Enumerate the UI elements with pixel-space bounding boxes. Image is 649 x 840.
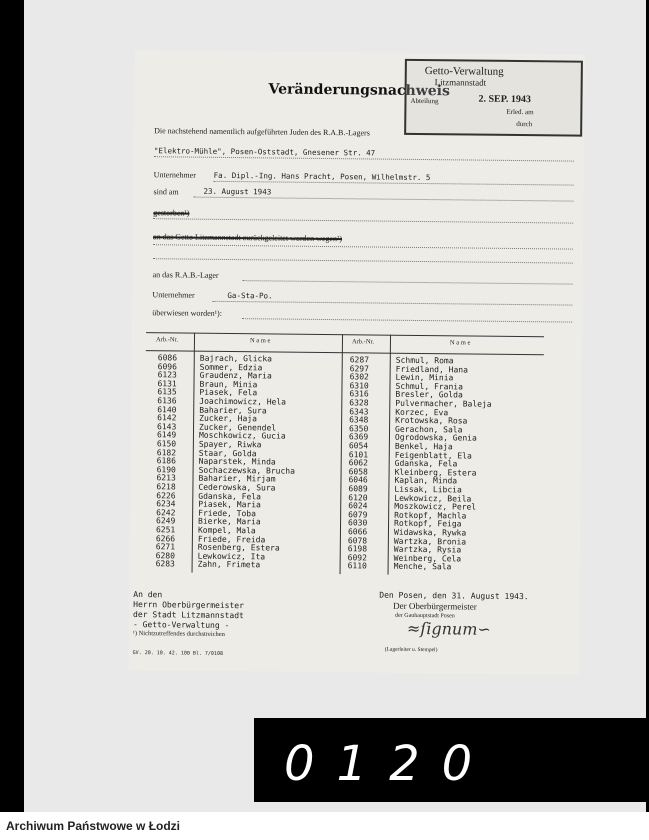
table-row-name: Lissak, Libcia xyxy=(394,484,462,495)
table-row-number: 6283 xyxy=(155,559,175,569)
addr-line4: - Getto-Verwaltung - xyxy=(132,620,230,631)
table-row-name: Benkel, Haja xyxy=(394,441,453,452)
table-row-number: 6136 xyxy=(157,396,177,406)
table-row-name: Lewkowicz, Beila xyxy=(394,493,472,504)
camp-address: "Elektro-Mühle", Posen-Oststadt, Gnesener Str. 47 xyxy=(153,146,376,158)
table-row-number: 6190 xyxy=(156,465,176,475)
table-row-number: 6198 xyxy=(347,544,368,554)
table-row-name: Pulvermacher, Baleja xyxy=(395,398,492,409)
stamp-line2: Litzmannstadt xyxy=(434,77,487,88)
table-row-name: Joachimowicz, Hela xyxy=(199,396,287,407)
table-row-name: Staar, Golda xyxy=(198,448,257,458)
document-title: Veränderungsnachweis xyxy=(268,81,450,100)
table-row-name: Ogrodowska, Genia xyxy=(394,433,477,443)
table-row-number: 6140 xyxy=(157,404,177,415)
receipt-stamp xyxy=(404,59,583,137)
addr-line2: Herrn Oberbürgermeister xyxy=(133,600,245,611)
table-row-number: 6242 xyxy=(156,508,176,518)
stamp-field1: Erled. am xyxy=(506,107,534,117)
signature: ≈ſignum∽ xyxy=(406,618,491,639)
table-row-number: 6316 xyxy=(349,389,369,399)
sign-note: (Lagerleiter u. Stempel) xyxy=(384,646,438,654)
table-row-number: 6078 xyxy=(347,535,368,546)
intro-text: Die nachstehend namentlich aufgeführten Juden des R.A.B.-Lagers xyxy=(154,126,370,138)
table-row-number: 6143 xyxy=(157,422,177,432)
table-row-name: Braun, Minia xyxy=(199,379,258,390)
table-row-number: 6086 xyxy=(157,353,178,363)
table-row-name: Weinberg, Cela xyxy=(393,553,462,564)
table-row-name: Korzec, Eva xyxy=(395,407,449,417)
table-row-number: 6218 xyxy=(156,482,176,492)
col-name-left: N a m e xyxy=(249,337,271,345)
table-row-name: Zahn, Frimeta xyxy=(197,560,261,570)
table-row-name: Menche, Sala xyxy=(393,562,452,572)
table-row-number: 6280 xyxy=(155,551,176,561)
table-row-name: Kaplan, Minda xyxy=(394,476,458,486)
table-row-name: Bajrach, Glicka xyxy=(199,353,273,364)
table-row-name: Friede, Freida xyxy=(197,534,266,544)
table-row-number: 6150 xyxy=(156,439,177,449)
table-row-name: Rosenberg, Estera xyxy=(197,542,280,553)
table-row-number: 6149 xyxy=(156,430,177,440)
table-row-name: Kompel, Mala xyxy=(197,525,256,536)
table-row-number: 6297 xyxy=(349,363,369,374)
archive-footer xyxy=(0,812,649,840)
print-code: GV. 20. 10. 42. 100 Bl. 7/0108 xyxy=(132,650,224,657)
table-row-number: 6369 xyxy=(348,432,369,442)
table-row-number: 6182 xyxy=(156,447,177,458)
table-row-name: Sochaczewska, Brucha xyxy=(198,465,295,476)
table-row-number: 6249 xyxy=(156,516,176,526)
date-label: sind am xyxy=(153,187,179,197)
col-arb-right: Arb.-Nr. xyxy=(351,338,375,346)
struck-returned: an das Getto Litzmannstadt zurückgeleitet worden wegen¹) xyxy=(152,232,343,244)
table-row-number: 6287 xyxy=(349,355,370,365)
table-row-number: 6054 xyxy=(348,441,369,451)
table-row-number: 6226 xyxy=(156,490,176,501)
table-row-number: 6271 xyxy=(155,542,176,552)
official-title: Der Oberbürgermeister xyxy=(393,600,477,612)
table-row-name: Moschkowicz, Gucia xyxy=(198,431,286,441)
table-row-number: 6135 xyxy=(157,387,177,397)
table-row-name: Gdanska, Fela xyxy=(198,491,262,501)
table-row-number: 6120 xyxy=(348,492,368,503)
struck-died: gestorben¹) xyxy=(153,208,190,218)
table-row-number: 6058 xyxy=(348,467,368,477)
table-row-number: 6348 xyxy=(349,415,369,425)
table-row-number: 6030 xyxy=(348,518,368,528)
table-row-name: Krotowska, Rosa xyxy=(395,415,468,426)
frame-counter-bar xyxy=(254,718,646,802)
table-row-name: Naparstek, Minda xyxy=(198,456,276,467)
table-row-name: Friede, Toba xyxy=(198,508,256,519)
table-row-number: 6310 xyxy=(349,381,369,391)
table-row-number: 6131 xyxy=(157,379,177,389)
stamp-date: 2. SEP. 1943 xyxy=(478,93,531,106)
table-row-name: Kleinberg, Estera xyxy=(394,467,477,478)
frame-number: 0120 xyxy=(284,736,495,792)
table-row-name: Gdanska, Fela xyxy=(394,458,458,469)
table-row-name: Lewin, Minia xyxy=(395,372,454,383)
table-row-number: 6079 xyxy=(348,510,368,520)
stamp-field3: durch xyxy=(516,119,533,129)
table-row-number: 6186 xyxy=(156,456,177,466)
table-row-name: Bierke, Maria xyxy=(198,517,261,527)
table-row-number: 6343 xyxy=(349,406,369,417)
table-row-number: 6092 xyxy=(347,553,368,563)
table-row-number: 6123 xyxy=(157,370,177,380)
date-value: 23. August 1943 xyxy=(203,186,272,197)
table-row-number: 6251 xyxy=(155,525,176,535)
table-row-number: 6089 xyxy=(348,484,368,494)
table-row-name: Bresler, Golda xyxy=(395,390,463,400)
table-row-number: 6234 xyxy=(156,499,176,509)
table-row-number: 6062 xyxy=(348,458,368,468)
table-row-name: Rotkopf, Feiga xyxy=(394,519,462,529)
table-row-name: Wartzka, Bronia xyxy=(393,536,467,547)
table-row-number: 6110 xyxy=(347,561,367,571)
footnote: ¹) Nichtzutreffendes durchstreichen xyxy=(132,630,225,638)
table-row-name: Piasek, Fela xyxy=(199,388,258,398)
table-row-name: Rotkopf, Machla xyxy=(394,510,467,521)
table-row-name: Baharier, Mirjam xyxy=(198,474,276,484)
col-arb-left: Arb.-Nr. xyxy=(155,336,179,344)
table-row-name: Friedland, Hana xyxy=(395,364,468,375)
table-row-name: Zucker, Haja xyxy=(199,413,257,424)
table-row-name: Feigenblatt, Ela xyxy=(394,450,472,461)
table-row-number: 6096 xyxy=(157,361,178,372)
col-name-right: N a m e xyxy=(449,339,471,347)
table-row-number: 6213 xyxy=(156,473,176,483)
table-row-number: 6266 xyxy=(155,533,176,544)
table-row-number: 6142 xyxy=(157,413,177,423)
table-row-name: Wartzka, Rysia xyxy=(393,544,462,555)
table-row-name: Moszkowicz, Perel xyxy=(394,501,477,512)
document-page xyxy=(129,50,585,675)
table-row-name: Graudenz, Maria xyxy=(199,370,272,381)
employer2-label: Unternehmer xyxy=(152,290,195,300)
table-row-name: Schmul, Frania xyxy=(395,381,463,392)
place-date: Den Posen, den 31. August 1943. xyxy=(379,590,529,602)
table-row-number: 6350 xyxy=(349,424,369,434)
stamp-field2: Abteilung xyxy=(410,96,439,106)
addr-line1: An den xyxy=(133,590,163,600)
table-row-name: Gerachon, Sala xyxy=(394,424,463,435)
table-row-number: 6066 xyxy=(347,527,368,537)
table-row-number: 6302 xyxy=(349,372,369,382)
table-row-name: Piasek, Maria xyxy=(198,499,261,510)
table-row-name: Sommer, Edzia xyxy=(199,362,263,372)
employer-label: Unternehmer xyxy=(153,170,196,180)
table-row-number: 6024 xyxy=(348,501,368,511)
table-row-name: Schmul, Roma xyxy=(395,355,454,366)
table-row-name: Widawska, Rywka xyxy=(393,527,467,538)
archive-name: Archiwum Państwowe w Łodzi xyxy=(6,819,181,833)
employer2-value: Ga-Sta-Po. xyxy=(227,290,273,301)
stamp-line1: Getto-Verwaltung xyxy=(424,65,504,78)
addr-line3: der Stadt Litzmannstadt xyxy=(133,610,244,621)
table-row-number: 6328 xyxy=(349,398,369,408)
table-row-name: Zucker, Genendel xyxy=(199,422,277,433)
table-row-number: 6101 xyxy=(348,449,369,460)
official-subtitle: der Gauhauptstadt Posen xyxy=(395,612,455,620)
transferred-label: überwiesen worden¹): xyxy=(152,308,223,318)
table-row-name: Cederowska, Sura xyxy=(198,482,276,493)
employer-value: Fa. Dipl.-Ing. Hans Pracht, Posen, Wilhelmstr. 5 xyxy=(213,170,431,183)
table-row-name: Lewkowicz, Ita xyxy=(197,551,266,562)
table-row-number: 6046 xyxy=(348,475,368,485)
to-camp-label: an das R.A.B.-Lager xyxy=(152,270,219,280)
table-row-name: Baharier, Sura xyxy=(199,405,267,415)
table-row-name: Spayer, Riwka xyxy=(198,439,262,450)
